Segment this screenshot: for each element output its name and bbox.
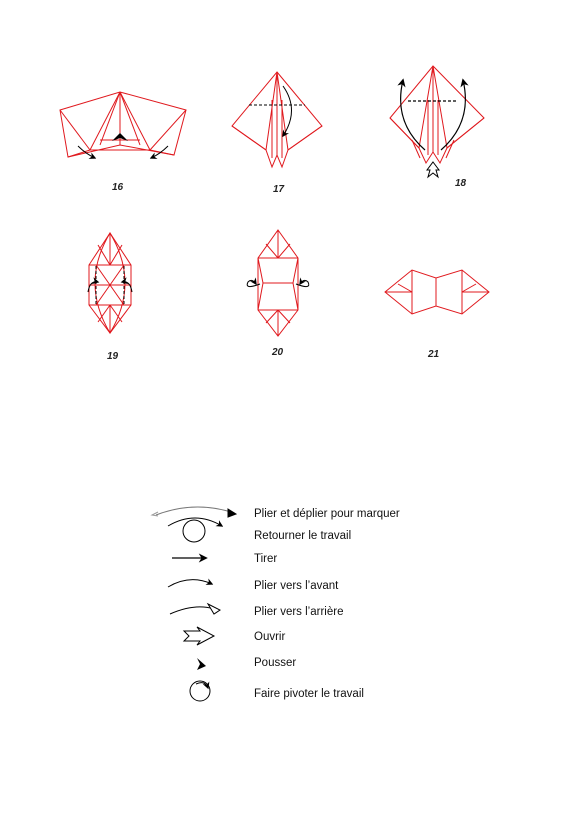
step-21-diagram — [385, 270, 489, 314]
legend-label-push: Pousser — [254, 657, 297, 669]
legend-icon-turn-over — [168, 518, 222, 542]
legend-icon-push — [197, 658, 206, 670]
step-20-diagram — [258, 230, 298, 336]
step-19-number: 19 — [107, 351, 119, 362]
step-18-number: 18 — [455, 178, 467, 189]
legend-icon-open — [184, 627, 214, 645]
legend-label-fold-back: Plier vers l’arrière — [254, 606, 344, 618]
legend-label-fold-unfold: Plier et déplier pour marquer — [254, 508, 400, 520]
legend-label-fold-forward: Plier vers l’avant — [254, 580, 339, 592]
legend-label-pull: Tirer — [254, 553, 278, 565]
legend-label-rotate: Faire pivoter le travail — [254, 688, 364, 700]
legend-icon-fold-forward — [168, 580, 212, 587]
step-18-diagram — [390, 66, 484, 163]
step-17-number: 17 — [273, 184, 285, 195]
legend-label-open: Ouvrir — [254, 631, 286, 643]
legend-icon-rotate — [190, 681, 210, 701]
legend-icon-fold-back — [170, 604, 220, 614]
step-19-diagram — [89, 233, 131, 333]
step-20-number: 20 — [272, 347, 284, 358]
legend-icon-fold-unfold — [152, 507, 236, 517]
step-21-number: 21 — [428, 349, 440, 360]
open-icon — [427, 162, 439, 177]
step-17-diagram — [232, 72, 322, 167]
legend-label-turn-over: Retourner le travail — [254, 530, 352, 542]
step-16-number: 16 — [112, 182, 124, 193]
